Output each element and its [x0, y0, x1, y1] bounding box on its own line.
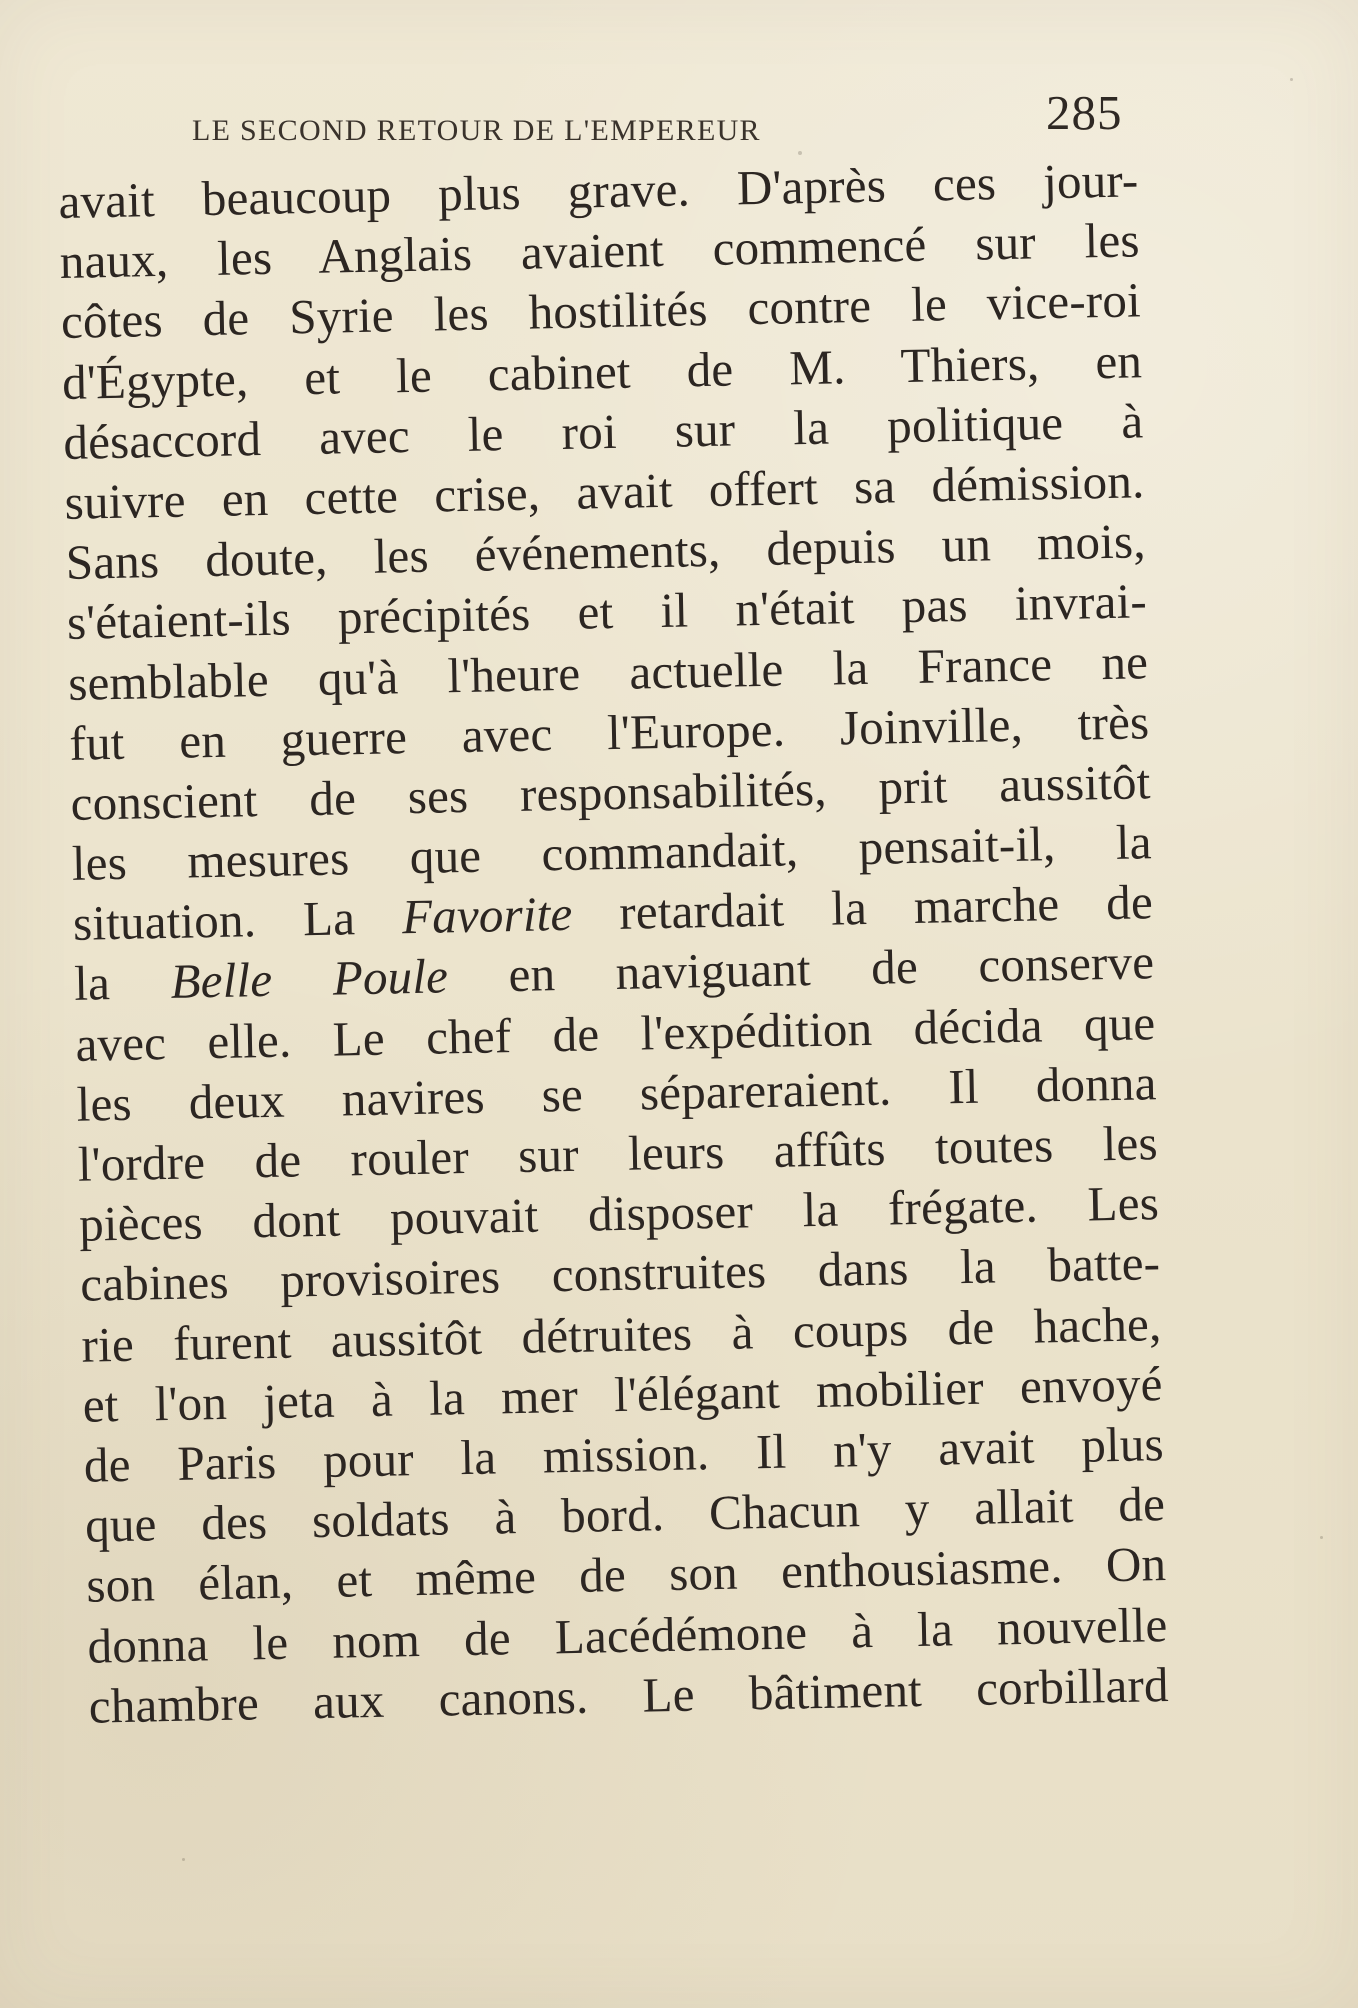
running-title: LE SECOND RETOUR DE L'EMPEREUR	[192, 114, 761, 147]
line-segment: retardait la marche de	[571, 874, 1154, 942]
text-line: avec elle. Le chef de l'expédition décida que	[74, 994, 1156, 1072]
text-line: chambre aux canons. Le bâtiment corbillard	[88, 1656, 1170, 1734]
text-line: les mesures que commandait, pensait-il, la	[71, 814, 1153, 891]
body-text	[58, 150, 1169, 1736]
line-segment: en naviguant de conserve	[447, 934, 1155, 1004]
text-line: que des soldats à bord. Chacun y allait de	[84, 1476, 1166, 1553]
text-line: côtes de Syrie les hostilités contre le vice-roi	[60, 272, 1142, 350]
paper-speck	[1320, 1536, 1323, 1539]
text-line: conscient de ses responsabilités, prit aussitôt	[70, 754, 1152, 831]
text-line: pièces dont pouvait disposer la frégate. Les	[78, 1175, 1160, 1252]
text-line: l'ordre de rouler sur leurs affûts toutes les	[77, 1115, 1159, 1192]
text-line: fut en guerre avec l'Europe. Joinville, très	[68, 693, 1150, 771]
text-line: d'Égypte, et le cabinet de M. Thiers, en	[61, 332, 1143, 410]
page-header	[60, 80, 1140, 150]
text-line: naux, les Anglais avaient commencé sur les	[59, 212, 1141, 290]
paper-speck	[1290, 78, 1293, 81]
line-segment: situation. La	[72, 889, 403, 952]
text-line: son élan, et même de son enthousiasme. On	[85, 1536, 1167, 1614]
text-line: rie furent aussitôt détruites à coups de hache,	[80, 1295, 1162, 1373]
text-line: donna le nom de Lacédémone à la nouvelle	[87, 1596, 1168, 1674]
text-line: de Paris pour la mission. Il n'y avait plus	[83, 1416, 1165, 1493]
paper-speck	[182, 1858, 185, 1861]
ship-name-italic: Belle Poule	[170, 948, 449, 1010]
text-line: semblable qu'à l'heure actuelle la France ne	[67, 633, 1149, 711]
text-line: cabines provisoires construites dans la batte-	[79, 1235, 1161, 1313]
text-line: Sans doute, les événements, depuis un mois,	[65, 513, 1147, 591]
paper-speck	[798, 151, 802, 155]
text-line: s'étaient-ils précipités et il n'était pas invrai-	[66, 573, 1148, 651]
text-line: les deux navires se sépareraient. Il donna	[76, 1054, 1158, 1132]
text-line: et l'on jeta à la mer l'élégant mobilier envoyé	[82, 1355, 1164, 1433]
text-line: désaccord avec le roi sur la politique à	[62, 393, 1144, 470]
line-segment: la	[73, 954, 172, 1012]
text-line: suivre en cette crise, avait offert sa démission.	[64, 453, 1145, 530]
text-line: avait beaucoup plus grave. D'après ces jour-	[58, 152, 1139, 229]
page-number: 285	[1046, 85, 1123, 140]
ship-name-italic: Favorite	[401, 886, 573, 945]
